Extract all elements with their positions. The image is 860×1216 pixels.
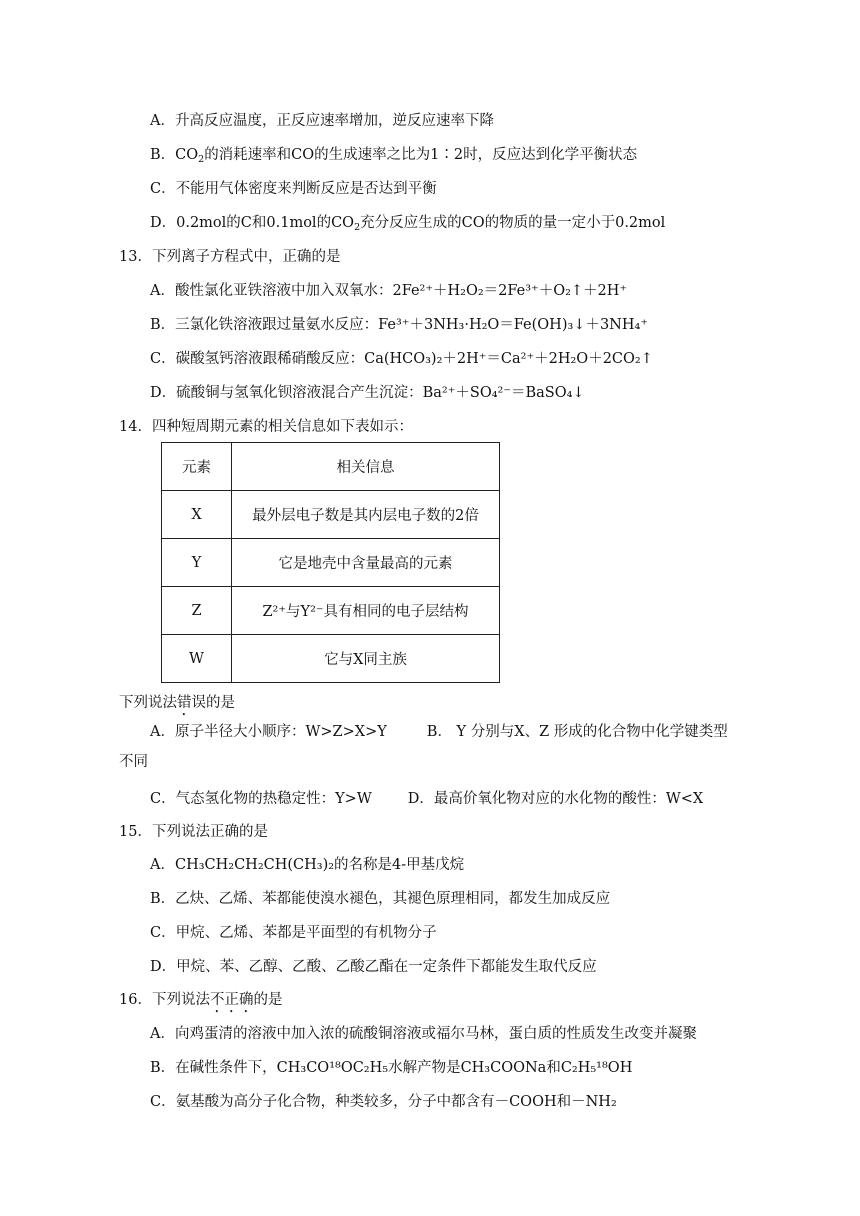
q15-option-a: A．CH₃CH₂CH₂CH(CH₃)₂的名称是4-甲基戊烷 [150, 857, 465, 873]
table-header-row [162, 443, 500, 491]
table-header-info: 相关信息 [232, 443, 500, 491]
q13-option-a: A．酸性氯化亚铁溶液中加入双氧水：2Fe²⁺＋H₂O₂＝2Fe³⁺＋O₂↑＋2H⁺ [150, 283, 628, 299]
q14-options-cd [150, 789, 703, 809]
table-cell-info: 它是地壳中含量最高的元素 [232, 539, 500, 587]
q15-option-c: C．甲烷、乙烯、苯都是平面型的有机物分子 [150, 925, 437, 941]
q14-stem: 14．四种短周期元素的相关信息如下表如示： [119, 419, 413, 435]
table-row [162, 491, 500, 539]
q15-option-d: D．甲烷、苯、乙醇、乙酸、乙酸乙酯在一定条件下都能发生取代反应 [150, 959, 597, 975]
q12-option-d: D．0.2mol的C和0.1mol的$CO_2$充分反应生成的CO的物质的量一定小于0.2mol [150, 215, 666, 233]
q14-option-d: D．最高价氧化物对应的水化物的酸性：W<X [407, 791, 704, 807]
q14-option-c: C．气态氢化物的热稳定性：Y>W [150, 791, 372, 807]
table-cell-element: Y [162, 539, 232, 587]
q13-option-d: D．硫酸铜与氢氧化钡溶液混合产生沉淀：Ba²⁺＋SO₄²⁻＝BaSO₄↓ [150, 385, 585, 401]
table-row [162, 587, 500, 635]
table-row [162, 635, 500, 683]
q13-option-b: B．三氯化铁溶液跟过量氨水反应：Fe³⁺＋3NH₃·H₂O＝Fe(OH)₃↓＋3NH₄⁺ [150, 317, 648, 333]
table-cell-element: W [162, 635, 232, 683]
table-cell-info: 最外层电子数是其内层电子数的2倍 [232, 491, 500, 539]
q14-option-b-wrap: 不同 [119, 754, 148, 770]
q12-option-b: B．$CO_2$的消耗速率和CO的生成速率之比为1∶2时，反应达到化学平衡状态 [150, 147, 638, 165]
q13-option-c: C．碳酸氢钙溶液跟稀硝酸反应：Ca(HCO₃)₂＋2H⁺＝Ca²⁺＋2H₂O＋2CO₂↑ [150, 351, 653, 367]
q14-option-a: A．原子半径大小顺序：W>Z>X>Y [150, 724, 387, 740]
q16-option-b: B．在碱性条件下，CH₃CO¹⁸OC₂H₅水解产物是CH₃COONa和C₂H₅¹⁸OH [150, 1060, 633, 1076]
q15-option-b: B．乙炔、乙烯、苯都能使溴水褪色，其褪色原理相同，都发生加成反应 [150, 891, 611, 907]
q13-stem: 13．下列离子方程式中，正确的是 [119, 249, 341, 265]
table-cell-info: 它与X同主族 [232, 635, 500, 683]
q15-stem: 15．下列说法正确的是 [119, 824, 268, 840]
q14-option-b: B． Y 分别与X、Z 形成的化合物中化学键类型 [426, 724, 728, 740]
element-info-table [161, 442, 500, 683]
q16-option-c: C．氨基酸为高分子化合物，种类较多，分子中都含有－COOH和－NH₂ [150, 1094, 617, 1110]
q16-option-a: A．向鸡蛋清的溶液中加入浓的硫酸铜溶液或福尔马林，蛋白质的性质发生改变并凝聚 [150, 1026, 697, 1042]
q16-stem: 16．下列说法不正确的是 [119, 992, 283, 1008]
table-row [162, 539, 500, 587]
table-cell-element: X [162, 491, 232, 539]
table-cell-info: Z²⁺与Y²⁻具有相同的电子层结构 [232, 587, 500, 635]
table-cell-element: Z [162, 587, 232, 635]
q14-options-ab [150, 722, 728, 742]
table-header-element: 元素 [162, 443, 232, 491]
q14-followup: 下列说法错误的是 [119, 695, 235, 711]
q12-option-c: C．不能用气体密度来判断反应是否达到平衡 [150, 181, 437, 197]
q12-option-a: A．升高反应温度，正反应速率增加，逆反应速率下降 [150, 113, 494, 129]
